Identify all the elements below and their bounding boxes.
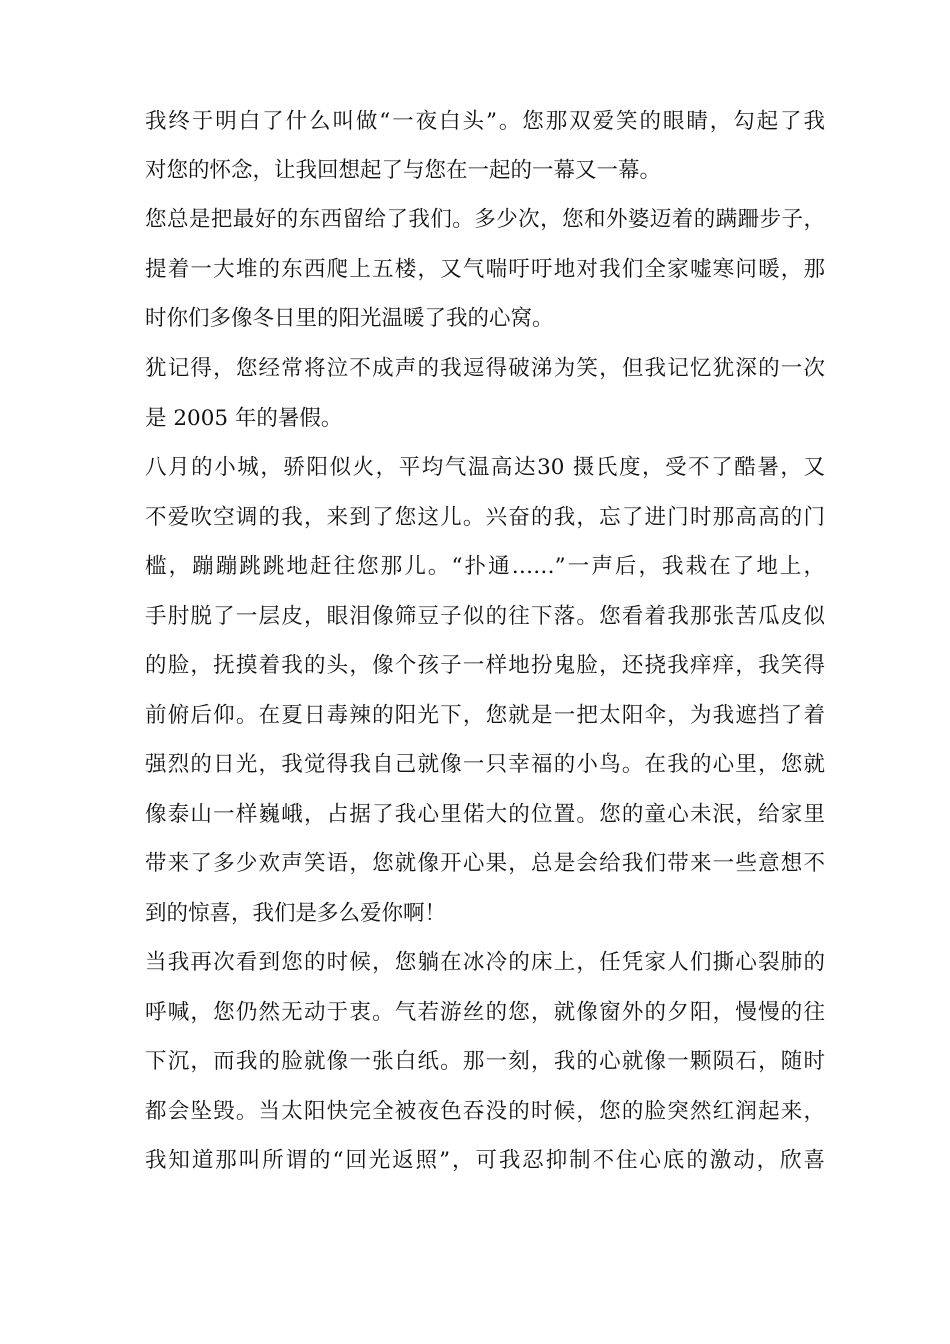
- text-line: 的脸，抚摸着我的头，像个孩子一样地扮鬼脸，还挠我痒痒，我笑得: [145, 653, 825, 678]
- text-line: 犹记得，您经常将泣不成声的我逗得破涕为笑，但我记忆犹深的一次: [145, 356, 825, 381]
- text-line: 到的惊喜，我们是多么爱你啊！: [145, 901, 447, 926]
- text-line: 强烈的日光，我觉得我自己就像一只幸福的小鸟。在我的心里，您就: [145, 752, 825, 777]
- text-line: 下沉，而我的脸就像一张白纸。那一刻，我的心就像一颗陨石，随时: [145, 1049, 825, 1074]
- text-line: 是 2005 年的暑假。: [145, 406, 343, 431]
- text-line: 像泰山一样巍峨，占据了我心里偌大的位置。您的童心未泯，给家里: [145, 802, 825, 827]
- text-line: 都会坠毁。当太阳快完全被夜色吞没的时候，您的脸突然红润起来，: [145, 1099, 825, 1124]
- text-line: 呼喊，您仍然无动于衷。气若游丝的您，就像窗外的夕阳，慢慢的往: [145, 1000, 825, 1025]
- text-line: 带来了多少欢声笑语，您就像开心果，总是会给我们带来一些意想不: [145, 851, 825, 876]
- text-line: 不爱吹空调的我，来到了您这儿。兴奋的我，忘了进门时那高高的门: [145, 505, 825, 530]
- text-line: 当我再次看到您的时候，您躺在冰冷的床上，任凭家人们撕心裂肺的: [145, 950, 825, 975]
- text-line: 我知道那叫所谓的“回光返照”，可我忍抑制不住心底的激动，欣喜: [145, 1148, 825, 1173]
- text-line: 手肘脱了一层皮，眼泪像筛豆子似的往下落。您看着我那张苦瓜皮似: [145, 604, 825, 629]
- text-line: 我终于明白了什么叫做“一夜白头”。您那双爱笑的眼睛，勾起了我: [145, 109, 825, 134]
- text-line: 对您的怀念，让我回想起了与您在一起的一幕又一幕。: [145, 158, 662, 183]
- text-line: 时你们多像冬日里的阳光温暖了我的心窝。: [145, 306, 554, 331]
- text-line: 您总是把最好的东西留给了我们。多少次，您和外婆迈着的蹒跚步子，: [145, 207, 825, 232]
- text-line: 前俯后仰。在夏日毒辣的阳光下，您就是一把太阳伞，为我遮挡了着: [145, 703, 825, 728]
- text-line: 提着一大堆的东西爬上五楼，又气喘吁吁地对我们全家嘘寒问暖，那: [145, 257, 825, 282]
- text-line: 八月的小城，骄阳似火，平均气温高达30 摄氏度，受不了酷暑，又: [145, 455, 825, 480]
- text-line: 槛，蹦蹦跳跳地赶往您那儿。“扑通……”一声后，我栽在了地上，: [145, 554, 825, 579]
